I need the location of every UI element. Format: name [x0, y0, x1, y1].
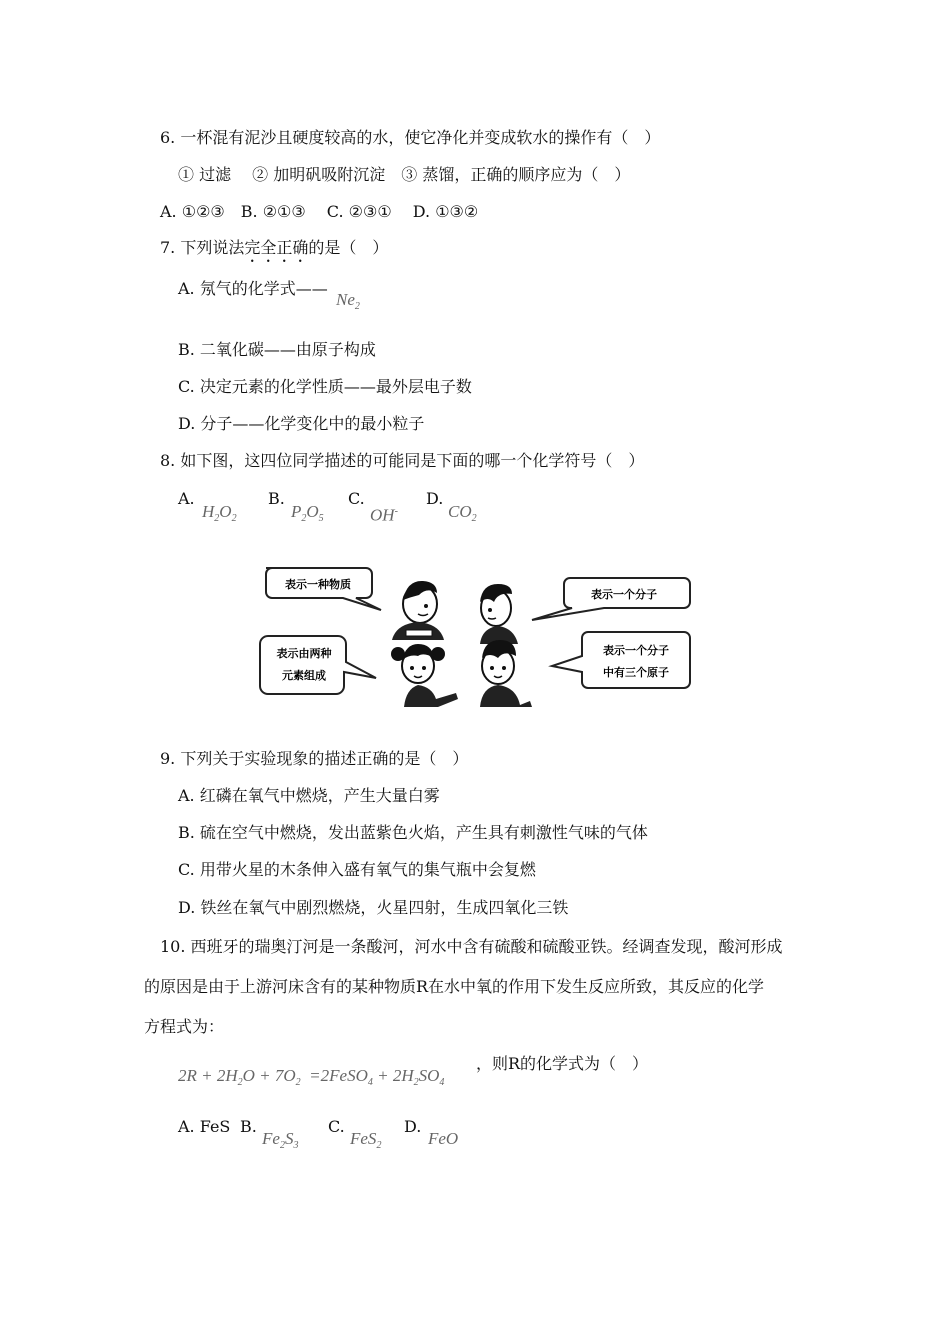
- q8-option-c-label: C.: [348, 489, 365, 508]
- q10-option-c-label: C.: [328, 1117, 345, 1136]
- q10-line-2: 的原因是由于上游河床含有的某种物质R在水中氧的作用下发生反应所致，其反应的化学: [144, 977, 765, 996]
- q8-option-a-label: A.: [178, 489, 195, 508]
- student-top-right-icon: [480, 584, 518, 644]
- q10-option-b-formula: $Fe_2S_3$: [262, 1129, 299, 1151]
- q9-stem: 9. 下列关于实验现象的描述正确的是（ ）: [160, 749, 469, 768]
- q7-stem: [160, 238, 388, 266]
- q9-option-d: D. 铁丝在氧气中剧烈燃烧，火星四射，生成四氧化三铁: [178, 898, 569, 917]
- bubble-text-3b: 元素组成: [282, 669, 326, 682]
- q8-option-d-label: D.: [426, 489, 444, 508]
- q10-option-c-formula: FeS$_2$: [350, 1129, 382, 1151]
- q8-option-a-formula: $H_2O_2$: [202, 502, 237, 524]
- q10-option-d-formula: FeO: [428, 1129, 459, 1148]
- q6-steps: ① 过滤 ② 加明矾吸附沉淀 ③ 蒸馏，正确的顺序应为（ ）: [178, 165, 631, 184]
- q10-equation: $2R + 2H_2O + 7O_2$ =2FeSO$_4$ + $2H_2SO_4$: [178, 1066, 445, 1088]
- q6-options: A. ①②③ B. ②①③ C. ②③① D. ①③②: [160, 202, 479, 221]
- q10-line-3: 方程式为：: [144, 1017, 225, 1036]
- bubble-text-2: 表示一个分子: [591, 588, 657, 601]
- student-bottom-right-icon: [480, 640, 532, 707]
- bubble-top-right: [532, 578, 690, 620]
- q9-option-c: C. 用带火星的木条伸入盛有氧气的集气瓶中会复燃: [178, 860, 536, 879]
- q7-option-b: B. 二氧化碳——由原子构成: [178, 340, 376, 359]
- bubble-bottom-right: [552, 632, 690, 688]
- student-bottom-left-icon: [391, 644, 458, 707]
- q9-option-b: B. 硫在空气中燃烧，发出蓝紫色火焰，产生具有刺激性气味的气体: [178, 823, 648, 842]
- q6-stem: 6. 一杯混有泥沙且硬度较高的水，使它净化并变成软水的操作有（ ）: [160, 128, 661, 147]
- q8-option-c-formula: OH-: [370, 505, 398, 525]
- bubble-text-4a: 表示一个分子: [603, 644, 669, 657]
- q7-option-c: C. 决定元素的化学性质——最外层电子数: [178, 377, 472, 396]
- formula-sub: 2: [354, 301, 360, 312]
- student-top-left-icon: [392, 581, 444, 640]
- q9-option-a: A. 红磷在氧气中燃烧，产生大量白雾: [178, 786, 440, 805]
- q10-option-b-label: B.: [240, 1117, 257, 1136]
- formula-main: Ne: [336, 290, 355, 309]
- q7-option-a: [178, 279, 328, 299]
- q8-option-b-label: B.: [268, 489, 285, 508]
- q8-option-b-formula: $P_2O_5$: [291, 502, 324, 524]
- q8-option-d-formula: $CO_2$: [448, 502, 477, 524]
- q10-equation-tail: ，则R的化学式为（ ）: [476, 1054, 649, 1073]
- q7-stem-prefix: 7. 下列说法: [160, 238, 245, 257]
- bubble-text-1: 表示一种物质: [285, 578, 351, 591]
- q8-stem: 8. 如下图，这四位同学描述的可能同是下面的哪一个化学符号（ ）: [160, 451, 645, 470]
- bubble-text-3a: 表示由两种: [276, 647, 332, 660]
- bubble-top-left: [266, 568, 381, 610]
- q10-line-1: 10. 西班牙的瑞奥汀河是一条酸河，河水中含有硫酸和硫酸亚铁。经调查发现，酸河形成: [160, 937, 783, 956]
- students-figure: [258, 562, 698, 712]
- q7-option-a-text: A. 氖气的化学式——: [178, 279, 328, 298]
- q7-stem-suffix: 的是（ ）: [308, 238, 389, 257]
- students-illustration: [258, 562, 698, 712]
- bubble-text-4b: 中有三个原子: [603, 666, 669, 679]
- q10-option-d-label: D.: [404, 1117, 422, 1136]
- bubble-bottom-left: [260, 636, 376, 694]
- q7-option-d: D. 分子——化学变化中的最小粒子: [178, 414, 425, 433]
- q10-option-a: A. FeS: [178, 1117, 231, 1136]
- q7-stem-emphasis: 完全正确: [244, 238, 309, 257]
- q7-option-a-formula: [336, 290, 360, 317]
